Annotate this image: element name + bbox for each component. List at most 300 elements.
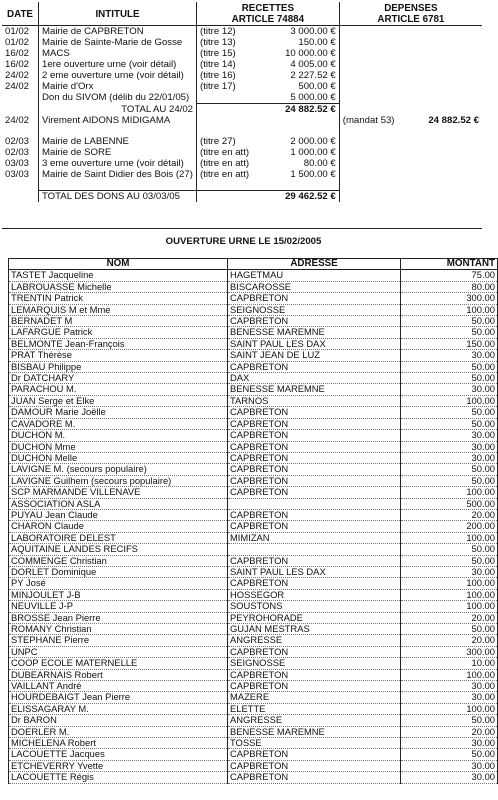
donor-row [9,430,498,441]
donor-row [9,635,498,646]
donor-amount: 50.00 [401,715,498,726]
header-depenses-line1: DEPENSES [384,3,438,14]
donor-name: ASSOCIATION ASLA [9,498,228,509]
donor-address: GUJAN MESTRAS [228,624,401,635]
donor-address: CAPBRETON [228,578,401,589]
spacer-cell [197,126,268,136]
entry-mandat [339,169,410,180]
donor-row [9,498,498,509]
entry-recette-amount: 10 000.00 € [268,48,339,59]
virement-row [2,115,482,126]
donor-name: COMMENGE Christian [9,555,228,566]
donor-name: PY José [9,578,228,589]
donor-name: PARACHOU M. [9,384,228,395]
donor-name: TRENTIN Patrick [9,293,228,304]
donor-name: BISBAU Philippe [9,361,228,372]
donor-amount: 20.00 [401,726,498,737]
accounting-row [2,59,482,70]
donor-row [9,487,498,498]
virement-date: 24/02 [2,115,39,126]
donor-row [9,624,498,635]
entry-titre: (titre 17) [200,81,236,92]
spacer-cell [339,180,410,191]
donor-name: VAILLANT André [9,681,228,692]
donor-row [9,544,498,555]
donor-name: MICHELENA Robert [9,738,228,749]
donor-amount: 100.00 [401,578,498,589]
total-dons-row [2,191,482,203]
donor-address: CAPBRETON [228,681,401,692]
header-montant: MONTANT [401,259,498,270]
entry-depense-amount [411,70,482,81]
donor-address: CAPBRETON [228,475,401,486]
accounting-body [2,26,482,203]
entry-label: Don du SIVOM (délib du 22/01/05) [39,92,197,104]
entry-depense-amount [411,26,482,38]
donor-address: BENESSE MAREMNE [228,384,401,395]
donor-name: DUCHON Melle [9,452,228,463]
donor-address: CAPBRETON [228,646,401,657]
donor-amount: 30.00 [401,441,498,452]
spacer-cell [197,180,268,191]
donor-name: DUCHON M. [9,430,228,441]
donor-body [9,270,498,783]
donor-row [9,509,498,520]
donor-amount: 100.00 [401,669,498,680]
entry-titre: (titre 27) [200,136,236,147]
entry-mandat [339,147,410,158]
entry-date: 16/02 [2,48,39,59]
donor-address: CAPBRETON [228,407,401,418]
entry-date [2,92,39,104]
spacer-cell [268,126,339,136]
donor-amount: 50.00 [401,418,498,429]
accounting-bottom-rule [2,228,482,229]
donor-address: CAPBRETON [228,521,401,532]
accounting-row [2,158,482,169]
accounting-row [2,136,482,147]
donor-address: DAX [228,373,401,384]
donor-row [9,373,498,384]
donor-address: CAPBRETON [228,316,401,327]
entry-recette-amount: 3 000.00 € [268,26,339,38]
donor-row [9,578,498,589]
total-dons-label: TOTAL DES DONS AU 03/03/05 [39,191,197,203]
donor-name: UNPC [9,646,228,657]
accounting-row [2,26,482,38]
donor-name: LAFARGUE Patrick [9,327,228,338]
donor-amount: 100.00 [401,589,498,600]
donor-address: BENESSE MAREMNE [228,327,401,338]
donor-address: CAPBRETON [228,555,401,566]
donor-row [9,407,498,418]
donor-name: BERNADET M [9,316,228,327]
donor-row [9,681,498,692]
donor-amount: 100.00 [401,703,498,714]
donor-name: BELMONTE Jean-François [9,338,228,349]
virement-amount: 24 882.52 € [428,115,479,126]
donor-row [9,749,498,760]
donor-address: ANGRESSE [228,715,401,726]
header-depenses [339,2,482,26]
donor-amount: 30.00 [401,452,498,463]
donor-address: SEIGNOSSE [228,658,401,669]
total-dons-date [2,191,39,203]
entry-titre: (titre en att) [200,147,250,158]
donor-address: MAZERE [228,692,401,703]
donor-amount: 30.00 [401,772,498,783]
donor-row [9,452,498,463]
entry-date: 02/03 [2,136,39,147]
donor-amount: 80.00 [401,281,498,292]
total-24-label: TOTAL AU 24/02 [39,104,197,116]
donor-name: ELISSAGARAY M. [9,703,228,714]
entry-label: 2 eme ouverture urne (voir détail) [39,70,197,81]
entry-titre: (titre 12) [200,26,236,37]
donor-row [9,772,498,783]
donor-address: TOSSE [228,738,401,749]
spacer-cell [411,126,482,136]
entry-label: 3 eme ouverture urne (voir détail) [39,158,197,169]
donor-name: DUBEARNAIS Robert [9,669,228,680]
donor-address: CAPBRETON [228,452,401,463]
entry-mandat [339,92,410,104]
entry-mandat [339,81,410,92]
donor-name: LACOUETTE Jacques [9,749,228,760]
donor-amount: 100.00 [401,487,498,498]
entry-mandat [339,158,410,169]
total-depense [411,104,482,116]
entry-recette-amount: 80.00 € [268,158,339,169]
donor-amount: 50.00 [401,373,498,384]
donor-name: PUYAU Jean Claude [9,509,228,520]
donor-row [9,521,498,532]
donor-name: AQUITAINE LANDES RECIFS [9,544,228,555]
donor-address: ELETTE [228,703,401,714]
entry-label: Mairie de CAPBRETON [39,26,197,38]
donor-amount: 75.00 [401,270,498,281]
donor-amount: 500.00 [401,498,498,509]
donor-name: DUCHON Mme [9,441,228,452]
entry-label: 1ere ouverture urne (voir détail) [39,59,197,70]
accounting-header-row [2,2,482,26]
entry-mandat [339,59,410,70]
header-adresse: ADRESSE [228,259,401,270]
donor-name: LABORATOIRE DELEST [9,532,228,543]
entry-recette-amount: 1 000.00 € [268,147,339,158]
donor-amount: 50.00 [401,624,498,635]
total-dons-titre [197,191,268,203]
donor-address: BISCAROSSE [228,281,401,292]
donor-row [9,646,498,657]
donor-name: LAVIGNE Guilhem (secours populaire) [9,475,228,486]
donor-name: ROMANY Christian [9,624,228,635]
donor-row [9,384,498,395]
entry-titre: (titre 15) [200,48,236,59]
donor-address: CAPBRETON [228,749,401,760]
donor-row [9,293,498,304]
donor-amount: 30.00 [401,430,498,441]
entry-depense-amount [411,59,482,70]
donor-address: SAINT JEAN DE LUZ [228,350,401,361]
entry-depense-amount [411,81,482,92]
donor-amount: 50.00 [401,327,498,338]
total-dons-depense [411,191,482,203]
donor-row [9,555,498,566]
donor-name: DAMOUR Marie Joëlle [9,407,228,418]
donor-name: DOERLER M. [9,726,228,737]
header-intitule: INTITULE [39,2,197,26]
donor-row [9,669,498,680]
donor-amount: 200.00 [401,521,498,532]
header-nom: NOM [9,259,228,270]
donor-name: Dr DATCHARY [9,373,228,384]
entry-titre: (titre en att) [200,169,250,180]
donor-row [9,692,498,703]
donor-name: LAVIGNE M. (secours populaire) [9,464,228,475]
donor-address: ANGRESSE [228,635,401,646]
entry-label: Mairie de Saint Didier des Bois (27) [39,169,197,180]
donor-address: CAPBRETON [228,430,401,441]
entry-titre [197,92,268,104]
donor-row [9,726,498,737]
donor-row [9,703,498,714]
donor-amount: 20.00 [401,612,498,623]
entry-recette-amount: 4 005.00 € [268,59,339,70]
donor-name: COOP ECOLE MATERNELLE [9,658,228,669]
donor-name: ETCHEVERRY Yvette [9,760,228,771]
donor-row [9,760,498,771]
donor-amount: 30.00 [401,692,498,703]
donor-amount: 100.00 [401,532,498,543]
donor-row [9,566,498,577]
header-recettes-line2: ARTICLE 74884 [231,14,305,25]
donor-address: HAGETMAU [228,270,401,281]
donor-amount: 50.00 [401,407,498,418]
donor-row [9,475,498,486]
virement-titre [197,115,268,126]
entry-date: 02/03 [2,147,39,158]
donor-amount: 50.00 [401,316,498,327]
donor-amount: 300.00 [401,646,498,657]
donor-name: NEUVILLE J-P [9,601,228,612]
entry-mandat [339,37,410,48]
donor-amount: 30.00 [401,566,498,577]
donor-row [9,612,498,623]
total-dons-amount: 29 462.52 € [268,191,339,203]
accounting-row [2,169,482,180]
entry-date: 24/02 [2,70,39,81]
entry-depense-amount [411,169,482,180]
entry-recette-amount: 1 500.00 € [268,169,339,180]
accounting-row [2,92,482,104]
donor-name: DORLET Dominique [9,566,228,577]
donor-row [9,316,498,327]
entry-recette-amount: 5 000.00 € [268,92,339,104]
donor-name: TASTET Jacqueline [9,270,228,281]
donor-row [9,589,498,600]
donor-row [9,304,498,315]
donor-address: CAPBRETON [228,361,401,372]
donor-address: CAPBRETON [228,669,401,680]
accounting-spacer-row [2,126,482,136]
donor-name: BROSSE Jean Pierre [9,612,228,623]
entry-mandat [339,70,410,81]
header-recettes-line1: RECETTES [241,3,294,14]
donor-address: HOSSEGOR [228,589,401,600]
entry-titre: (titre en att) [200,158,250,169]
entry-depense-amount [411,92,482,104]
accounting-spacer-row [2,180,482,191]
donor-amount: 300.00 [401,293,498,304]
donor-address: CAPBRETON [228,509,401,520]
donor-name: HOURDEBAIGT Jean Pierre [9,692,228,703]
header-recettes [197,2,340,26]
donor-address: SOUSTONS [228,601,401,612]
donor-amount: 20.00 [401,509,498,520]
entry-titre: (titre 16) [200,70,236,81]
donor-amount: 100.00 [401,395,498,406]
accounting-row [2,37,482,48]
donor-address: CAPBRETON [228,418,401,429]
donor-name: LACOUETTE Régis [9,772,228,783]
donor-amount: 100.00 [401,601,498,612]
entry-titre: (titre 14) [200,59,236,70]
total-24-amount: 24 882.52 € [268,104,339,116]
entry-date: 03/03 [2,158,39,169]
entry-depense-amount [411,136,482,147]
donor-address: SEIGNOSSE [228,304,401,315]
entry-depense-amount [411,48,482,59]
total-mandat [339,104,410,116]
donor-amount: 50.00 [401,464,498,475]
donor-name: SCP MARMANDE VILLENAVE [9,487,228,498]
accounting-row [2,147,482,158]
entry-label: Mairie de Sainte-Marie de Gosse [39,37,197,48]
donor-name: LABROUASSE Michelle [9,281,228,292]
spacer-cell [39,126,197,136]
donor-amount: 30.00 [401,760,498,771]
donor-header-row [9,259,498,270]
spacer-cell [2,126,39,136]
total-dons-mandat [339,191,410,203]
accounting-table [2,2,482,202]
virement-recette [268,115,339,126]
donor-row [9,350,498,361]
entry-depense-amount [411,37,482,48]
accounting-row [2,70,482,81]
donor-name: PRAT Thérèse [9,350,228,361]
donor-address: CAPBRETON [228,760,401,771]
donor-address: CAPBRETON [228,487,401,498]
entry-mandat [339,136,410,147]
donor-name: STEPHANE Pierre [9,635,228,646]
donor-row [9,715,498,726]
entry-recette-amount: 500.00 € [268,81,339,92]
header-date: DATE [2,2,39,26]
entry-label: Mairie de SORE [39,147,197,158]
donor-row [9,327,498,338]
donor-address [228,498,401,509]
donor-row [9,738,498,749]
accounting-row [2,81,482,92]
donor-row [9,281,498,292]
accounting-row [2,48,482,59]
donor-address: TARNOS [228,395,401,406]
donor-amount: 10.00 [401,658,498,669]
entry-label: MACS [39,48,197,59]
donor-row [9,395,498,406]
donor-amount: 50.00 [401,475,498,486]
spacer-cell [2,180,39,191]
donor-amount: 50.00 [401,749,498,760]
donor-address: CAPBRETON [228,464,401,475]
donor-row [9,601,498,612]
donor-address [228,544,401,555]
donor-name: JUAN Serge et Elke [9,395,228,406]
entry-depense-amount [411,158,482,169]
donor-row [9,532,498,543]
total-titre [197,104,268,116]
donor-amount: 50.00 [401,544,498,555]
donor-address: BENESSE MAREMNE [228,726,401,737]
donor-address: PEYROHORADE [228,612,401,623]
total-24-row [2,104,482,116]
donor-name: CAVADORE M. [9,418,228,429]
donor-row [9,270,498,281]
donor-row [9,441,498,452]
donor-amount: 30.00 [401,738,498,749]
donor-row [9,418,498,429]
donor-address: SAINT PAUL LES DAX [228,566,401,577]
spacer-cell [411,180,482,191]
donor-row [9,464,498,475]
donor-address: CAPBRETON [228,772,401,783]
donor-amount: 50.00 [401,555,498,566]
donor-amount: 50.00 [401,361,498,372]
donor-amount: 150.00 [401,338,498,349]
entry-recette-amount: 150.00 € [268,37,339,48]
entry-date: 16/02 [2,59,39,70]
virement-mandat: (mandat 53) [342,115,395,126]
donor-name: LEMARQUIS M et Mme [9,304,228,315]
donor-name: MINJOULET J-B [9,589,228,600]
donor-address: SAINT PAUL LES DAX [228,338,401,349]
section-title: OUVERTURE URNE LE 15/02/2005 [165,236,322,247]
total-date [2,104,39,116]
donor-address: MIMIZAN [228,532,401,543]
entry-recette-amount: 2 227.52 € [268,70,339,81]
spacer-cell [39,180,197,191]
donor-address: CAPBRETON [228,441,401,452]
donor-row [9,361,498,372]
donor-amount: 30.00 [401,350,498,361]
entry-depense-amount [411,147,482,158]
spacer-cell [339,126,410,136]
donor-row [9,338,498,349]
virement-label: Virement AIDONS MIDIGAMA [39,115,197,126]
entry-mandat [339,26,410,38]
entry-date: 24/02 [2,81,39,92]
donor-amount: 30.00 [401,681,498,692]
entry-label: Mairie de LABENNE [39,136,197,147]
entry-label: Mairie d'Orx [39,81,197,92]
donor-amount: 30.00 [401,384,498,395]
entry-recette-amount: 2 000.00 € [268,136,339,147]
donor-row [9,658,498,669]
entry-titre: (titre 13) [200,37,236,48]
entry-date: 03/03 [2,169,39,180]
